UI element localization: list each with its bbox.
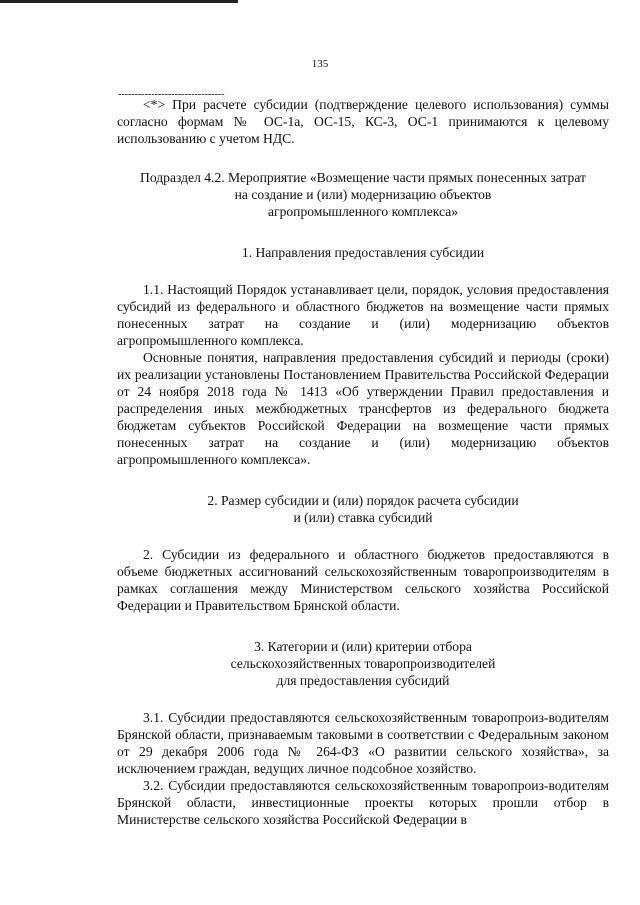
page-number: 135: [311, 58, 329, 70]
section-heading-line: и (или) ставка субсидий: [293, 510, 433, 525]
footnote-text: <*> При расчете субсидии (подтверждение целевого использования) суммы согласно формам № ОС-1а, ОС-15, КС-3, ОС-1 принимаются к целевому использованию с учетом НДС.: [117, 97, 609, 146]
section-heading-line: сельскохозяйственных товаропроизводителей: [230, 656, 496, 671]
section-1-paragraph: 1.1. Настоящий Порядок устанавливает цели, порядок, условия предоставления субсидий из федерального и областного бюджетов на возмещение части прямых понесенных затрат на создание и (или) модернизацию объектов агропромышленного комплекса.: [117, 282, 609, 348]
section-3-paragraph: 3.2. Субсидии предоставляются сельскохозяйственным товаропроиз-водителям Брянской области, инвестиционные проекты которых прошли отбор в Министерстве сельского хозяйства Российской Федерации в: [117, 778, 609, 827]
section-3-paragraph: 3.1. Субсидии предоставляются сельскохозяйственным товаропроиз-водителям Брянской области, признаваемым таковыми в соответствии с Федеральным законом от 29 декабря 2006 года № 264-ФЗ «О развитии сельского хозяйства», за исключением граждан, ведущих личное подсобное хозяйство.: [117, 710, 609, 776]
section-heading-line: 3. Категории и (или) критерии отбора: [254, 639, 472, 654]
section-heading-line: 2. Размер субсидии и (или) порядок расчета субсидии: [207, 493, 519, 508]
subsection-title-line: агропромышленного комплекса»: [267, 204, 459, 219]
section-heading-line: для предоставления субсидий: [276, 673, 450, 688]
subsection-title-line: Подраздел 4.2. Мероприятие «Возмещение части прямых понесенных затрат: [140, 170, 586, 185]
section-heading-line: 1. Направления предоставления субсидии: [241, 245, 485, 260]
document-body: [117, 96, 609, 828]
section-1-paragraph: Основные понятия, направления предоставления субсидий и периоды (сроки) их реализации установлены Постановлением Правительства Российской Федерации от 24 ноября 2018 года № 1413 «Об утверждении Правил предоставления и распределения иных межбюджетных трансфертов из федерального бюджета бюджетам субъектов Российской Федерации на возмещение части прямых понесенных затрат на создание и (или) модернизацию объектов агропромышленного комплекса».: [117, 350, 609, 467]
subsection-title: [117, 169, 609, 220]
section-2-paragraph: 2. Субсидии из федерального и областного бюджетов предоставляются в объеме бюджетных ассигнований сельскохозяйственным товаропроизводителям в рамках соглашения между Министерством сельского хозяйства Российской Федерации и Правительством Брянской области.: [117, 547, 609, 613]
subsection-title-line: на создание и (или) модернизацию объектов: [234, 187, 492, 202]
footnote-separator: --------------------------------: [118, 89, 225, 100]
section-3-heading: [117, 638, 609, 689]
section-2-heading: [117, 492, 609, 526]
scan-edge-mark: [0, 0, 238, 3]
section-1-heading: [117, 244, 609, 261]
